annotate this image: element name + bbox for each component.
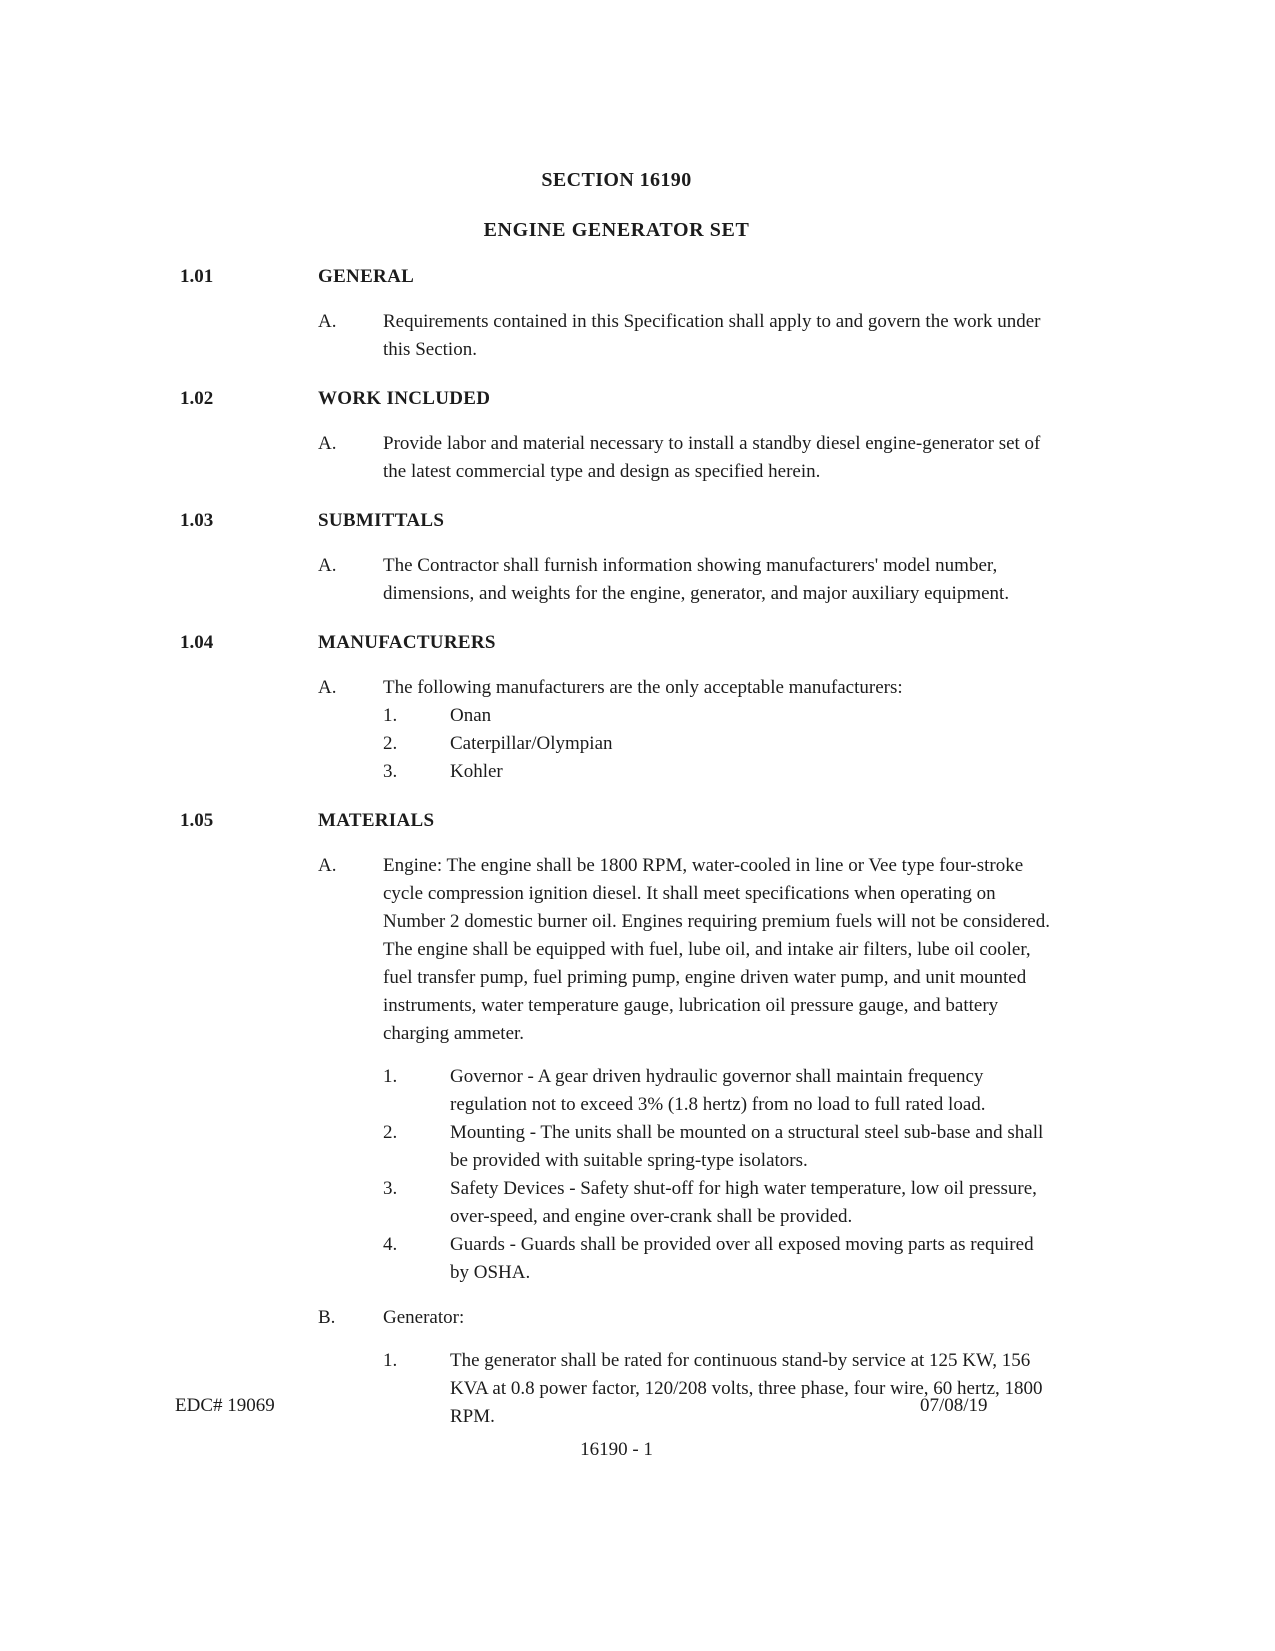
list-item-label: 1.: [383, 1350, 398, 1371]
clause-text: Provide labor and material necessary to install a standby diesel engine-generator set of the latest commercial type and design as specified herein.: [383, 433, 1041, 482]
clause-body: [383, 674, 1053, 786]
section-number: 1.05: [180, 810, 214, 831]
clause-text: Requirements contained in this Specification shall apply to and govern the work under this Section.: [383, 311, 1041, 360]
document-subtitle: ENGINE GENERATOR SET: [483, 219, 750, 241]
clause-text: The following manufacturers are the only acceptable manufacturers:: [383, 677, 903, 698]
clause: [318, 430, 1053, 486]
section-submittals: [180, 507, 1053, 608]
list-item-label: 2.: [383, 733, 398, 754]
clause: [318, 552, 1053, 608]
list-item-text: Onan: [450, 705, 492, 726]
section-number: 1.03: [180, 510, 214, 531]
list-item-text: Safety Devices - Safety shut-off for high water temperature, low oil pressure, over-speed, and engine over-crank shall be provided.: [450, 1178, 1037, 1227]
clause: [318, 674, 1053, 786]
section-number: 1.01: [180, 266, 214, 287]
section-heading: SUBMITTALS: [318, 510, 445, 531]
list-item-text: The generator shall be rated for continuous stand-by service at 125 KW, 156 KVA at 0.8 power factor, 120/208 volts, three phase, four wire, 60 hertz, 1800 RPM.: [450, 1350, 1043, 1427]
clause-engine: [318, 852, 1053, 1287]
clause-label: A.: [318, 555, 337, 576]
list-item: [383, 702, 1053, 730]
section-heading: MANUFACTURERS: [318, 632, 496, 653]
list-item: [383, 1231, 1053, 1287]
clause-label: A.: [318, 677, 337, 698]
footer-doc-id: EDC# 19069: [175, 1395, 275, 1416]
list-item-label: 3.: [383, 1178, 398, 1199]
list-item: [383, 1063, 1053, 1119]
clause-body: [383, 852, 1053, 1287]
clause-label: A.: [318, 311, 337, 332]
clause: [318, 308, 1053, 364]
section-number: 1.04: [180, 632, 214, 653]
clause-label: B.: [318, 1307, 336, 1328]
list-item-text: Caterpillar/Olympian: [450, 733, 613, 754]
section-number: 1.02: [180, 388, 214, 409]
section-body: [318, 807, 1053, 1431]
list-item-text: Guards - Guards shall be provided over all exposed moving parts as required by OSHA.: [450, 1234, 1034, 1283]
section-general: [180, 263, 1053, 364]
list-item-label: 4.: [383, 1234, 398, 1255]
engine-requirements-list: [383, 1063, 1053, 1287]
section-body: [318, 629, 1053, 786]
list-item: [383, 758, 1053, 786]
list-item-label: 2.: [383, 1122, 398, 1143]
section-body: [318, 263, 1053, 364]
page-number: 16190 - 1: [580, 1439, 653, 1460]
section-heading: GENERAL: [318, 266, 415, 287]
section-body: [318, 507, 1053, 608]
manufacturer-list: [383, 702, 1053, 786]
clause-body: [383, 552, 1053, 608]
list-item: [383, 1119, 1053, 1175]
list-item-label: 1.: [383, 1066, 398, 1087]
section-manufacturers: [180, 629, 1053, 786]
section-materials: [180, 807, 1053, 1431]
list-item: [383, 730, 1053, 758]
clause-label: A.: [318, 855, 337, 876]
list-item-text: Mounting - The units shall be mounted on a structural steel sub-base and shall be provided with suitable spring-type isolators.: [450, 1122, 1044, 1171]
section-work-included: [180, 385, 1053, 486]
section-heading: WORK INCLUDED: [318, 388, 491, 409]
clause-text: Generator:: [383, 1307, 465, 1328]
footer-date: 07/08/19: [920, 1395, 988, 1416]
clause-body: [383, 430, 1053, 486]
clause-body: [383, 308, 1053, 364]
section-body: [318, 385, 1053, 486]
list-item-label: 1.: [383, 705, 398, 726]
list-item: [383, 1175, 1053, 1231]
clause-text: The Contractor shall furnish information showing manufacturers' model number, dimensions, and weights for the engine, generator, and major auxiliary equipment.: [383, 555, 1010, 604]
list-item-label: 3.: [383, 761, 398, 782]
list-item-text: Kohler: [450, 761, 503, 782]
list-item-text: Governor - A gear driven hydraulic governor shall maintain frequency regulation not to exceed 3% (1.8 hertz) from no load to full rated load.: [450, 1066, 986, 1115]
clause-text: Engine: The engine shall be 1800 RPM, water-cooled in line or Vee type four-stroke cycle compression ignition diesel. It shall meet specifications when operating on Number 2 domestic burner oil. Engines requiring premium fuels will not be considered. The engine shall be equipped with fuel, lube oil, and intake air filters, lube oil cooler, fuel transfer pump, fuel priming pump, engine driven water pump, and unit mounted instruments, water temperature gauge, lubrication oil pressure gauge, and battery charging ammeter.: [383, 855, 1050, 1044]
section-heading: MATERIALS: [318, 810, 435, 831]
clause-label: A.: [318, 433, 337, 454]
section-title: SECTION 16190: [541, 169, 692, 191]
